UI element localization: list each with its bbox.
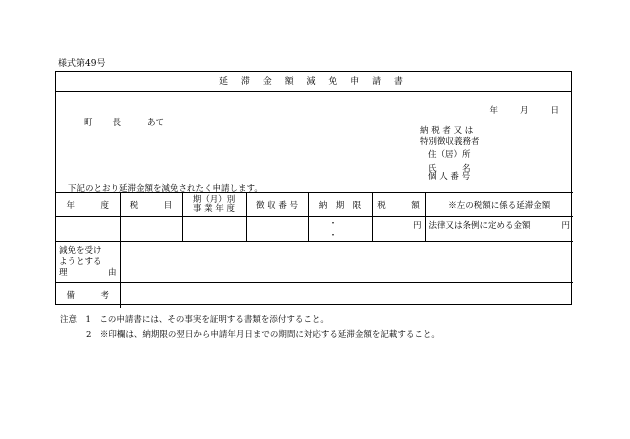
header-collection-number: 徴 収 番 号	[246, 193, 308, 217]
form-title: 延 滞 金 額 減 免 申 請 書	[56, 72, 571, 92]
reason-label	[56, 242, 120, 283]
taxpayer-label	[420, 126, 480, 147]
note-2-text: ※印欄は、納期限の翌日から申請年月日までの期間に対応する延滞金額を記載すること。	[99, 330, 440, 340]
header-late-fee: ※左の税額に係る延滞金額	[425, 193, 573, 217]
header-tax-item: 税 目	[120, 193, 182, 217]
remarks-label: 備 考	[56, 283, 120, 308]
cell-collection-number[interactable]	[246, 217, 308, 242]
tax-table	[56, 192, 573, 308]
address-label: 住（居）所	[428, 150, 471, 160]
cell-late-fee[interactable]	[425, 217, 573, 242]
request-statement: 下記のとおり延滞金額を減免されたく申請します。	[68, 184, 263, 194]
note-1	[60, 313, 440, 328]
reason-label-line3	[59, 268, 117, 279]
table-value-row	[56, 217, 573, 242]
addressee-chief: 長	[112, 118, 122, 128]
remarks-input[interactable]	[120, 283, 573, 308]
addressee-ate: あて	[147, 118, 165, 128]
reason-input[interactable]	[120, 242, 573, 283]
addressee	[84, 116, 164, 128]
table-header-row	[56, 193, 573, 217]
taxpayer-label-line1: 納 税 者 又 は	[420, 126, 474, 136]
note-1-text: この申請書には、その事実を証明する書類を添付すること。	[99, 315, 329, 325]
header-year: 年 度	[56, 193, 120, 217]
header-deadline: 納 期 限	[308, 193, 372, 217]
reason-label-line1: 減免を受け	[59, 245, 102, 256]
note-1-prefix: 注意 1	[60, 315, 100, 325]
personal-number-label: 個 人 番 号	[428, 172, 471, 182]
addressee-town: 町	[84, 118, 93, 128]
header-period	[182, 193, 246, 217]
note-2	[60, 328, 440, 343]
header-tax-amount: 税 額	[372, 193, 425, 217]
reason-label-ri: 理	[59, 267, 68, 278]
name-label: 氏 名	[428, 164, 471, 174]
note-2-prefix: 2	[86, 330, 100, 340]
remarks-row	[56, 283, 573, 308]
late-fee-unit: 円	[561, 221, 570, 231]
notes	[60, 313, 440, 343]
form-number: 様式第49号	[58, 59, 106, 69]
reason-row	[56, 242, 573, 283]
date-month: 月	[519, 106, 529, 116]
taxpayer-label-line2: 特別徴収義務者	[420, 136, 480, 147]
date-day: 日	[550, 106, 559, 116]
law-amount-label: 法律又は条例に定める金額	[428, 221, 531, 231]
cell-deadline[interactable]: ・ ・	[308, 217, 372, 242]
header-period-line1: 期（月）別	[192, 194, 236, 205]
date-year: 年	[489, 106, 498, 116]
application-date	[467, 104, 559, 116]
cell-tax-item[interactable]	[120, 217, 182, 242]
application-form	[55, 71, 572, 305]
cell-period[interactable]	[182, 217, 246, 242]
cell-tax-amount[interactable]: 円	[372, 217, 425, 242]
reason-label-yu: 由	[107, 267, 117, 278]
reason-label-line2: ようとする	[59, 256, 102, 267]
cell-year[interactable]	[56, 217, 120, 242]
header-period-line2: 事 業 年 度	[192, 203, 236, 214]
